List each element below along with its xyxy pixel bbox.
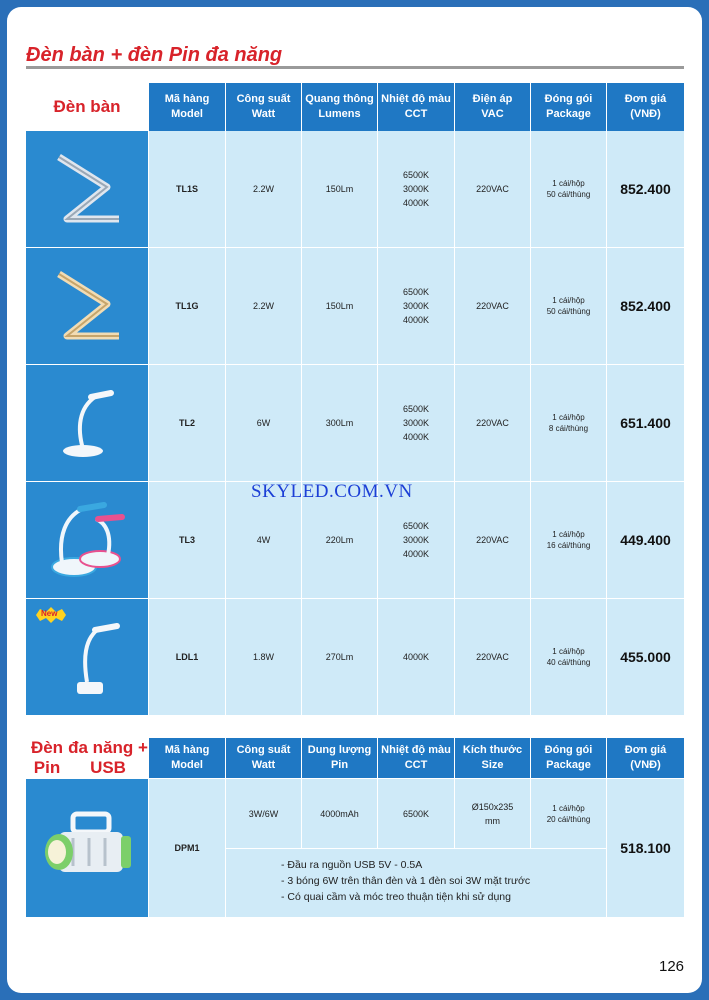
cell-watt: 3W/6W	[226, 779, 301, 848]
cell-lumens: 220Lm	[302, 482, 377, 598]
cell-model: LDL1	[149, 599, 225, 715]
table-row	[26, 365, 684, 481]
table-header-row	[26, 738, 684, 778]
header-price: Đơn giá (VNĐ)	[607, 738, 684, 778]
cell-cct: 6500K	[378, 779, 454, 848]
product-image-tl3	[26, 482, 148, 598]
note-line: - Đầu ra nguồn USB 5V - 0.5A	[281, 859, 423, 871]
cell-cct: 6500K 3000K 4000K	[378, 248, 454, 364]
product-image-ldl1	[26, 599, 148, 715]
cell-vac: 220VAC	[455, 131, 530, 247]
cell-vac: 220VAC	[455, 365, 530, 481]
heading-rule	[26, 66, 684, 69]
cell-vac: 220VAC	[455, 599, 530, 715]
cell-price: 518.100	[607, 779, 684, 917]
header-price: Đơn giá (VNĐ)	[607, 83, 684, 131]
cell-lumens: 270Lm	[302, 599, 377, 715]
cell-model: TL3	[149, 482, 225, 598]
cell-model: DPM1	[149, 779, 225, 917]
note-line: - 3 bóng 6W trên thân đèn và 1 đèn soi 3W mặt trước	[281, 875, 531, 887]
header-capacity: Dung lượng Pin	[302, 738, 377, 778]
section-title-desk-lamp: Đèn bàn	[26, 83, 148, 131]
table-row	[26, 599, 684, 715]
new-badge-label: New	[41, 609, 58, 618]
clip-lamp-icon	[47, 612, 127, 702]
note-line: - Có quai cầm và móc treo thuận tiện khi sử dụng	[281, 891, 511, 903]
table-row	[26, 779, 684, 917]
header-model: Mã hàng Model	[149, 738, 225, 778]
cell-cct: 4000K	[378, 599, 454, 715]
feature-notes	[226, 849, 606, 917]
catalog-page	[7, 7, 702, 993]
header-cct: Nhiệt độ màu CCT	[378, 738, 454, 778]
desk-lamp-colored-pair-icon	[42, 495, 132, 585]
header-watt: Công suất Watt	[226, 83, 301, 131]
cell-watt: 2.2W	[226, 131, 301, 247]
cell-watt: 1.8W	[226, 599, 301, 715]
cell-cct: 6500K 3000K 4000K	[378, 482, 454, 598]
cell-model: TL2	[149, 365, 225, 481]
desk-lamp-silver-zigzag-icon	[47, 149, 127, 229]
watermark: SKYLED.COM.VN	[251, 481, 413, 502]
table-header-row	[26, 83, 684, 131]
cell-model: TL1G	[149, 248, 225, 364]
cell-lumens: 150Lm	[302, 248, 377, 364]
cell-capacity: 4000mAh	[302, 779, 377, 848]
header-package: Đóng gói Package	[531, 83, 606, 131]
header-model: Mã hàng Model	[149, 83, 225, 131]
cell-price: 455.000	[607, 599, 684, 715]
header-lumens: Quang thông Lumens	[302, 83, 377, 131]
cell-cct: 6500K 3000K 4000K	[378, 365, 454, 481]
page-number: 126	[659, 958, 685, 975]
cell-lumens: 150Lm	[302, 131, 377, 247]
desk-lamp-white-gooseneck-icon	[47, 383, 127, 463]
portable-lantern-icon	[39, 808, 135, 888]
cell-price: 852.400	[607, 131, 684, 247]
cell-price: 651.400	[607, 365, 684, 481]
table-row	[26, 131, 684, 247]
table-row	[26, 248, 684, 364]
cell-package: 1 cái/hộp 16 cái/thùng	[531, 482, 606, 598]
header-size: Kích thước Size	[455, 738, 530, 778]
cell-lumens: 300Lm	[302, 365, 377, 481]
cell-size: Ø150x235 mm	[455, 779, 530, 848]
cell-cct: 6500K 3000K 4000K	[378, 131, 454, 247]
cell-watt: 2.2W	[226, 248, 301, 364]
page-heading: Đèn bàn + đèn Pin đa năng	[26, 44, 283, 66]
section-title-lantern: Đèn Pin đa năng + USB	[26, 738, 148, 778]
header-vac: Điện áp VAC	[455, 83, 530, 131]
header-package: Đóng gói Package	[531, 738, 606, 778]
cell-model: TL1S	[149, 131, 225, 247]
cell-package: 1 cái/hộp 8 cái/thùng	[531, 365, 606, 481]
new-badge	[34, 607, 68, 623]
cell-watt: 4W	[226, 482, 301, 598]
cell-package: 1 cái/hộp 50 cái/thùng	[531, 131, 606, 247]
header-watt: Công suất Watt	[226, 738, 301, 778]
cell-vac: 220VAC	[455, 482, 530, 598]
cell-price: 449.400	[607, 482, 684, 598]
product-image-dpm1	[26, 779, 148, 917]
cell-price: 852.400	[607, 248, 684, 364]
cell-package: 1 cái/hộp 50 cái/thùng	[531, 248, 606, 364]
cell-watt: 6W	[226, 365, 301, 481]
cell-vac: 220VAC	[455, 248, 530, 364]
cell-package: 1 cái/hộp 20 cái/thùng	[531, 779, 606, 848]
product-image-tl2	[26, 365, 148, 481]
product-image-tl1g	[26, 248, 148, 364]
product-image-tl1s	[26, 131, 148, 247]
desk-lamp-gold-zigzag-icon	[47, 266, 127, 346]
header-cct: Nhiệt độ màu CCT	[378, 83, 454, 131]
cell-package: 1 cái/hộp 40 cái/thùng	[531, 599, 606, 715]
spec-subrow	[226, 779, 606, 848]
